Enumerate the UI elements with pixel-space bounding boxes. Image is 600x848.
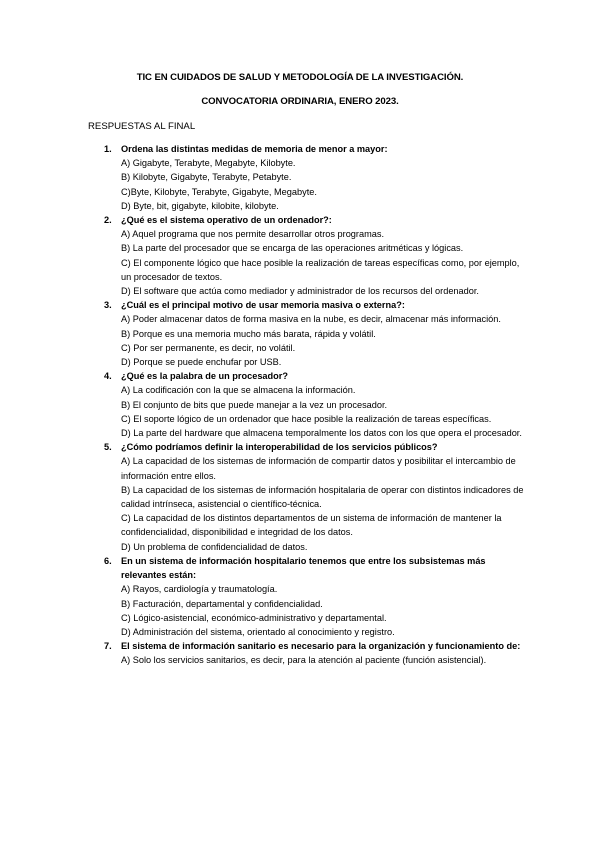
question-text: Ordena las distintas medidas de memoria de menor a mayor: [121, 144, 388, 154]
answer-option: B) La capacidad de los sistemas de información hospitalaria de operar con distintos indicadores de calidad intrínseca, asistencial o científico-técnica. [121, 484, 524, 510]
question-item [104, 639, 524, 667]
answer-option: C) El soporte lógico de un ordenador que hace posible la realización de tareas específicas. [121, 413, 492, 424]
question-text: En un sistema de información hospitalario tenemos que entre los subsistemas más relevantes están: [121, 555, 486, 581]
answer-option: D) Un problema de confidencialidad de datos. [121, 541, 308, 552]
answer-option: A) Poder almacenar datos de forma masiva en la nube, es decir, almacenar más información. [121, 314, 501, 325]
question-item [104, 554, 524, 639]
question-item [104, 440, 524, 554]
question-number: 1. [104, 144, 112, 154]
answer-option: A) Rayos, cardiología y traumatología. [121, 584, 278, 595]
question-item [104, 142, 524, 213]
document-subtitle: CONVOCATORIA ORDINARIA, ENERO 2023. [201, 96, 399, 107]
answer-option: A) Solo los servicios sanitarios, es decir, para la atención al paciente (función asistencial). [121, 655, 487, 666]
question-number: 7. [104, 641, 112, 652]
question-text: ¿Cómo podríamos definir la interoperabilidad de los servicios públicos? [121, 442, 438, 453]
question-number: 3. [104, 300, 112, 311]
question-number: 4. [104, 371, 112, 382]
answer-option: C) El componente lógico que hace posible la realización de tareas específicas como, por ejemplo, un procesador de textos. [121, 257, 520, 282]
answer-option: D) El software que actúa como mediador y administrador de los recursos del ordenador. [121, 286, 479, 297]
answer-option: C)Byte, Kilobyte, Terabyte, Gigabyte, Megabyte. [121, 186, 317, 197]
answer-option: D) La parte del hardware que almacena temporalmente los datos con los que opera el procesador. [121, 428, 522, 439]
answer-option: A) Gigabyte, Terabyte, Megabyte, Kilobyte. [121, 158, 296, 169]
question-number: 6. [104, 555, 112, 566]
answer-option: D) Byte, bit, gigabyte, kilobite, kilobyte. [121, 200, 279, 211]
answer-option: B) La parte del procesador que se encarga de las operaciones aritméticas y lógicas. [121, 243, 464, 254]
intro-note: RESPUESTAS AL FINAL [88, 121, 196, 132]
answer-option: C) La capacidad de los distintos departamentos de un sistema de información de mantener la confidencialidad, disponibilidad e integridad de los datos. [121, 513, 502, 538]
question-text: ¿Qué es la palabra de un procesador? [121, 371, 288, 382]
question-list [104, 142, 524, 668]
answer-option: C) Por ser permanente, es decir, no volátil. [121, 342, 296, 353]
answer-option: A) La codificación con la que se almacena la información. [121, 385, 356, 396]
question-item [104, 298, 524, 369]
answer-option: B) El conjunto de bits que puede manejar a la vez un procesador. [121, 399, 388, 410]
answer-option: D) Administración del sistema, orientado al conocimiento y registro. [121, 626, 395, 637]
question-number: 5. [104, 442, 112, 453]
question-item [104, 369, 524, 440]
question-text: ¿Cuál es el principal motivo de usar memoria masiva o externa?: [121, 300, 405, 311]
question-text: ¿Qué es el sistema operativo de un ordenador?: [121, 215, 332, 226]
answer-option: B) Porque es una memoria mucho más barata, rápida y volátil. [121, 328, 376, 339]
answer-option: A) La capacidad de los sistemas de información de compartir datos y posibilitar el intercambio de información entre ellos. [121, 456, 516, 481]
question-item [104, 213, 524, 298]
answer-option: D) Porque se puede enchufar por USB. [121, 357, 282, 368]
answer-option: A) Aquel programa que nos permite desarrollar otros programas. [121, 229, 384, 240]
question-text: El sistema de información sanitario es necesario para la organización y funcionamiento de: [121, 641, 521, 652]
answer-option: B) Kilobyte, Gigabyte, Terabyte, Petabyte. [121, 172, 292, 183]
answer-option: C) Lógico-asistencial, económico-administrativo y departamental. [121, 612, 387, 623]
question-number: 2. [104, 215, 112, 226]
answer-option: B) Facturación, departamental y confidencialidad. [121, 598, 323, 609]
document-title: TIC EN CUIDADOS DE SALUD Y METODOLOGÍA DE LA INVESTIGACIÓN. [136, 72, 464, 83]
